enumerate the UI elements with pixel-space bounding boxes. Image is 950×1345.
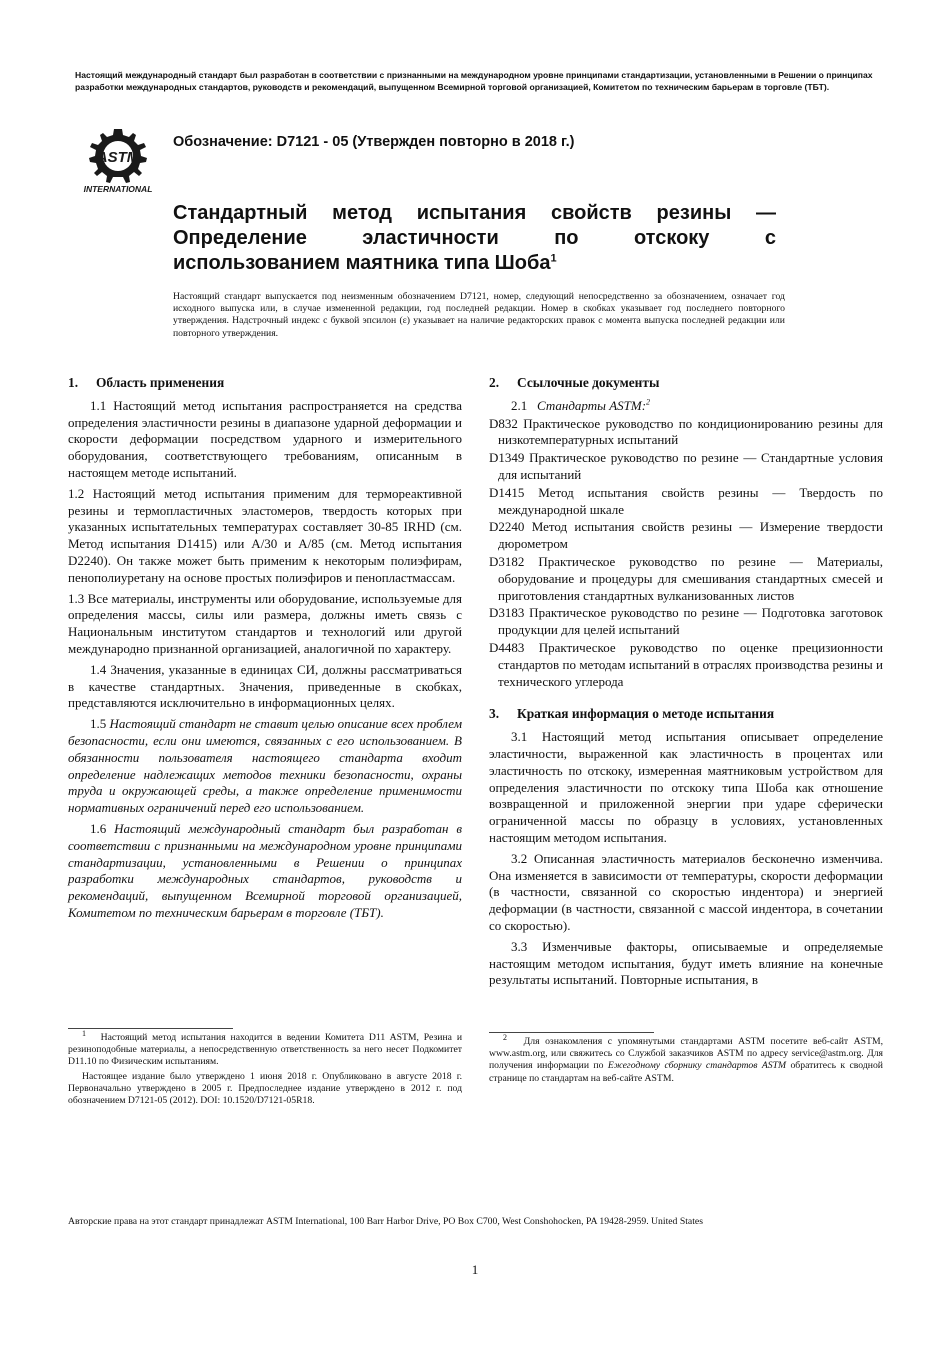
- paragraph-2-1-number: 2.1: [511, 397, 528, 413]
- ref-item: D1415 Метод испытания свойств резины — Твердость по международной шкале: [489, 484, 883, 517]
- section-3-title: Краткая информация о методе испытания: [517, 706, 775, 722]
- top-notice: Настоящий международный стандарт был разработан в соответствии с признанными на международном уровне принципами стандартизации, установленными в Решении о принципах разработки международных стандартов, руководств и рекомендаций, выпущенном Всемирной торговой организацией, Комитетом по техническим барьерам в торговле (ТБТ).: [75, 70, 873, 92]
- issue-note: Настоящий стандарт выпускается под неизменным обозначением D7121, номер, следующий непосредственно за обозначением, означает год исходного выпуска или, в случае измененной редакции, год последней редакции. Номер в скобках указывает год последнего повторного утверждения. Надстрочный индекс с буквой эпсилон (ε) указывает на наличие редакторских правок с момента выпуска последней редакции или повторного утверждения.: [173, 291, 785, 339]
- section-1-title: Область применения: [96, 375, 225, 390]
- paragraph-2-1: [489, 398, 883, 415]
- paragraph-1-5: [68, 716, 462, 817]
- paragraph-1-5-number: 1.5: [90, 716, 107, 732]
- footnote-rule-left: [68, 1028, 233, 1029]
- footnote-2-text-b: обратитесь к сводной странице по стандартам на веб-сайте ASTM.: [489, 1060, 883, 1084]
- paragraph-2-1-footnote-mark: 2: [646, 397, 651, 407]
- ref-item: D3183 Практическое руководство по резине — Подготовка заготовок продукции для целей испытаний: [489, 605, 883, 638]
- section-3-heading: [489, 706, 883, 723]
- footnote-1-para-1: [68, 1028, 462, 1069]
- title-line-2: Определение эластичности по отскоку с: [173, 227, 776, 249]
- footnote-2: [489, 1032, 883, 1085]
- section-1-heading: [68, 375, 462, 392]
- svg-text:ASTM: ASTM: [96, 149, 140, 166]
- paragraph-1-3: 1.3 Все материалы, инструменты или оборудование, используемые для определения массы, силы или размера, должны иметь связь с Национальным институтом стандартов и технологий или другой международно признанной организацией, аналогичной по характеру.: [68, 590, 462, 656]
- right-column: [489, 375, 883, 993]
- paragraph-3-3: 3.3 Изменчивые факторы, описываемые и определяемые настоящим методом испытания, будут иметь влияние на конечные результаты испытаний. Повторные испытания, в: [489, 938, 883, 988]
- page-number: 1: [471, 1262, 479, 1277]
- title-line-3: использованием маятника типа Шоба: [173, 252, 551, 274]
- ref-item: D2240 Метод испытания свойств резины — Измерение твердости дюрометром: [489, 519, 883, 552]
- section-2-heading: [489, 375, 883, 392]
- footnote-rule-right: [489, 1032, 654, 1033]
- section-2-number: 2.: [489, 375, 500, 390]
- footnote-1-text: Настоящий метод испытания находится в ведении Комитета D11 ASTM, Резина и резиноподобные материалы, а непосредственную ответственность за него несет Подкомитет D11.10 по Физическим испытаниям.: [68, 1032, 462, 1068]
- paragraph-1-6-number: 1.6: [90, 820, 107, 836]
- paragraph-1-6: [68, 821, 462, 922]
- title-line-3-wrap: [173, 251, 776, 276]
- paragraph-1-1: 1.1 Настоящий метод испытания распространяется на средства определения эластичности резины в диапазоне ударной деформации и скорости деформации посредством ударного и измерительного оборудования, соответствующего требованиям, описанным в настоящем методе испытаний.: [68, 397, 462, 480]
- ref-item: D4483 Практическое руководство по оценке прецизионности стандартов по методам испытаний в отраслях производства резины и технического углерода: [489, 639, 883, 689]
- footnote-2-mark: 2: [503, 1032, 507, 1042]
- footnote-1-mark: 1: [82, 1028, 86, 1038]
- designation: Обозначение: D7121 - 05 (Утвержден повторно в 2018 г.): [173, 134, 575, 150]
- title-line-1: Стандартный метод испытания свойств резины —: [173, 202, 776, 224]
- paragraph-1-2: 1.2 Настоящий метод испытания применим для термореактивной резины и термопластичных эластомеров, твердость которых при указанных испытательных температурах составляет 30-85 IRHD (см. Метод испытания D1415) или A/30 и A/85 (см. Метод испытания D2240). Он также может быть применим к некоторым полиэфирам, пенополиуретану на основе простых полиэфиров и пенопластмассам.: [68, 485, 462, 585]
- ref-item: D832 Практическое руководство по кондиционированию резины для низкотемпературных испытаний: [489, 415, 883, 448]
- paragraph-3-2: 3.2 Описанная эластичность материалов бесконечно изменчива. Она изменяется в зависимости от температуры, скорости деформации (в частности, связанной со скоростью индентора) и энергией деформации (в частности, связанной с массой индентора, в сочетании со скоростью).: [489, 850, 883, 933]
- copyright-notice: Авторские права на этот стандарт принадлежат ASTM International, 100 Barr Harbor Drive, PO Box C700, West Conshohocken, PA 19428-2959. United States: [68, 1216, 703, 1227]
- ref-item: D3182 Практическое руководство по резине — Материалы, оборудование и процедуры для смешивания стандартных смесей и приготовления стандартных вулканизованных листов: [489, 553, 883, 603]
- footnote-2-para: [489, 1032, 883, 1085]
- section-3-number: 3.: [489, 706, 500, 722]
- title-footnote-mark: 1: [550, 252, 557, 265]
- document-title: [173, 201, 776, 276]
- left-column: [68, 375, 462, 926]
- astm-logo: [78, 126, 158, 196]
- paragraph-1-5-text: Настоящий стандарт не ставит целью описание всех проблем безопасности, если они имеются, связанных с его использованием. В обязанности пользователя настоящего стандарта входит определение надлежащих методов техники безопасности, охраны труда и окружающей среды, а также определение применимости нормативных ограничений перед его использованием.: [68, 716, 462, 816]
- paragraph-1-4: 1.4 Значения, указанные в единицах СИ, должны рассматриваться в качестве стандартных. Значения, приведенные в скобках, представляются исключительно в информационных целях.: [68, 661, 462, 711]
- footnote-1-para-2: Настоящее издание было утверждено 1 июня 2018 г. Опубликовано в августе 2018 г. Первоначально утверждено в 2005 г. Предпоследнее издание утверждено в 2012 г. под обозначением D7121-05 (2012). DOI: 10.1520/D7121-05R18.: [68, 1070, 462, 1107]
- section-2-title: Ссылочные документы: [517, 375, 660, 390]
- section-1-number: 1.: [68, 375, 79, 390]
- ref-item: D1349 Практическое руководство по резине — Стандартные условия для испытаний: [489, 450, 883, 482]
- paragraph-3-1: 3.1 Настоящий метод испытания описывает определение эластичности, выраженной как эластичность в процентах или эластичность по отскоку, измеренная маятниковым устройством для определения эластичности по отскоку типа Шоба как отношение возвращенной и приложенной энергии при ударе сферически ограниченной массы по образцу в условиях, установленных настоящим методом испытания.: [489, 729, 883, 845]
- footnote-2-text-a: Для ознакомления с упомянутыми стандартами ASTM посетите веб-сайт ASTM, www.astm.org, или свяжитесь со Службой заказчиков ASTM по адресу service@astm.org. Для получения информации по: [489, 1036, 883, 1072]
- footnote-1: [68, 1028, 462, 1107]
- footnote-2-text-italic: Ежегодному сборнику стандартов ASTM: [607, 1060, 787, 1072]
- paragraph-1-6-text: Настоящий международный стандарт был разработан в соответствии с признанными на международном уровне принципами стандартизации, установленными в Решении о принципах разработки международных стандартов, руководств и рекомендаций, выпущенном Всемирной торговой организацией, Комитетом по техническим барьерам в торговле (ТБТ).: [68, 820, 462, 920]
- astm-logo-icon: [78, 126, 158, 196]
- logo-caption: INTERNATIONAL: [83, 184, 153, 194]
- paragraph-2-1-text: Стандарты ASTM:: [537, 397, 647, 413]
